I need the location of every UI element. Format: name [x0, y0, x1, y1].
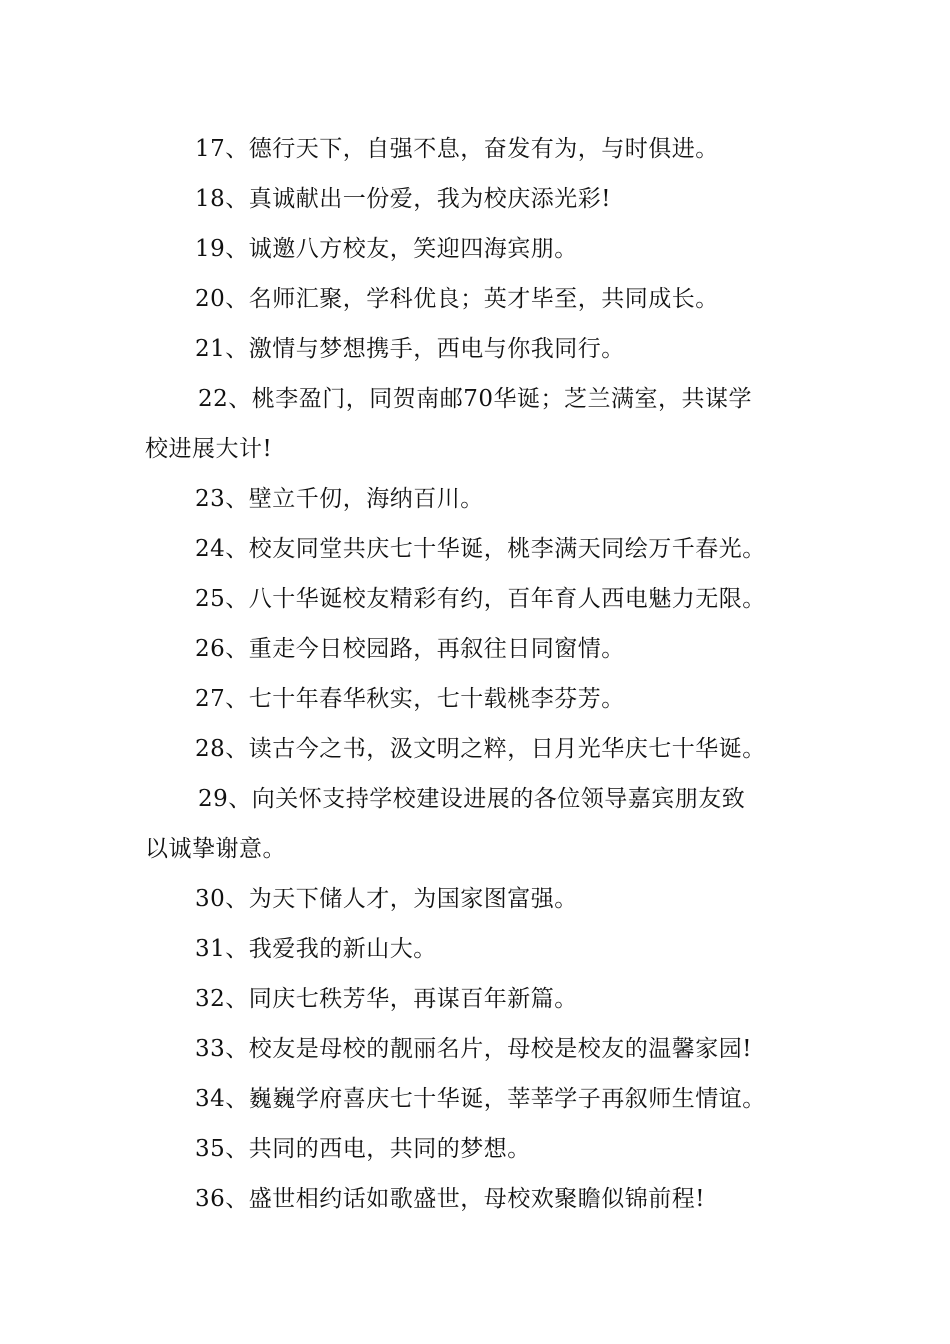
slogan-item-22: 22、桃李盈门，同贺南邮70华诞；芝兰满室，共谋学	[198, 386, 753, 412]
slogan-item-30: 30、为天下储人才，为国家图富强。	[195, 886, 578, 912]
slogan-item-20: 20、名师汇聚，学科优良；英才毕至，共同成长。	[195, 286, 719, 312]
slogan-item-24: 24、校友同堂共庆七十华诞，桃李满天同绘万千春光。	[195, 536, 766, 562]
slogan-item-33: 33、校友是母校的靓丽名片，母校是校友的温馨家园!	[195, 1036, 753, 1062]
slogan-list	[145, 124, 810, 1224]
slogan-item-36: 36、盛世相约话如歌盛世，母校欢聚瞻似锦前程!	[195, 1186, 706, 1212]
slogan-item-23: 23、壁立千仞，海纳百川。	[195, 486, 484, 512]
slogan-item-26: 26、重走今日校园路，再叙往日同窗情。	[195, 636, 625, 662]
slogan-item-25: 25、八十华诞校友精彩有约，百年育人西电魅力无限。	[195, 586, 766, 612]
slogan-item-27: 27、七十年春华秋实，七十载桃李芬芳。	[195, 686, 625, 712]
slogan-item-22-continuation: 校进展大计!	[145, 436, 273, 462]
slogan-item-18: 18、真诚献出一份爱，我为校庆添光彩!	[195, 186, 612, 212]
slogan-item-17: 17、德行天下，自强不息，奋发有为，与时俱进。	[195, 136, 719, 162]
slogan-item-31: 31、我爱我的新山大。	[195, 936, 437, 962]
slogan-item-34: 34、巍巍学府喜庆七十华诞，莘莘学子再叙师生情谊。	[195, 1086, 766, 1112]
slogan-item-28: 28、读古今之书，汲文明之粹，日月光华庆七十华诞。	[195, 736, 766, 762]
slogan-item-21: 21、激情与梦想携手，西电与你我同行。	[195, 336, 625, 362]
slogan-item-29: 29、向关怀支持学校建设进展的各位领导嘉宾朋友致	[198, 786, 746, 812]
slogan-item-19: 19、诚邀八方校友，笑迎四海宾朋。	[195, 236, 578, 262]
slogan-item-32: 32、同庆七秩芳华，再谋百年新篇。	[195, 986, 578, 1012]
slogan-item-35: 35、共同的西电，共同的梦想。	[195, 1136, 531, 1162]
slogan-item-29-continuation: 以诚挚谢意。	[145, 836, 286, 862]
